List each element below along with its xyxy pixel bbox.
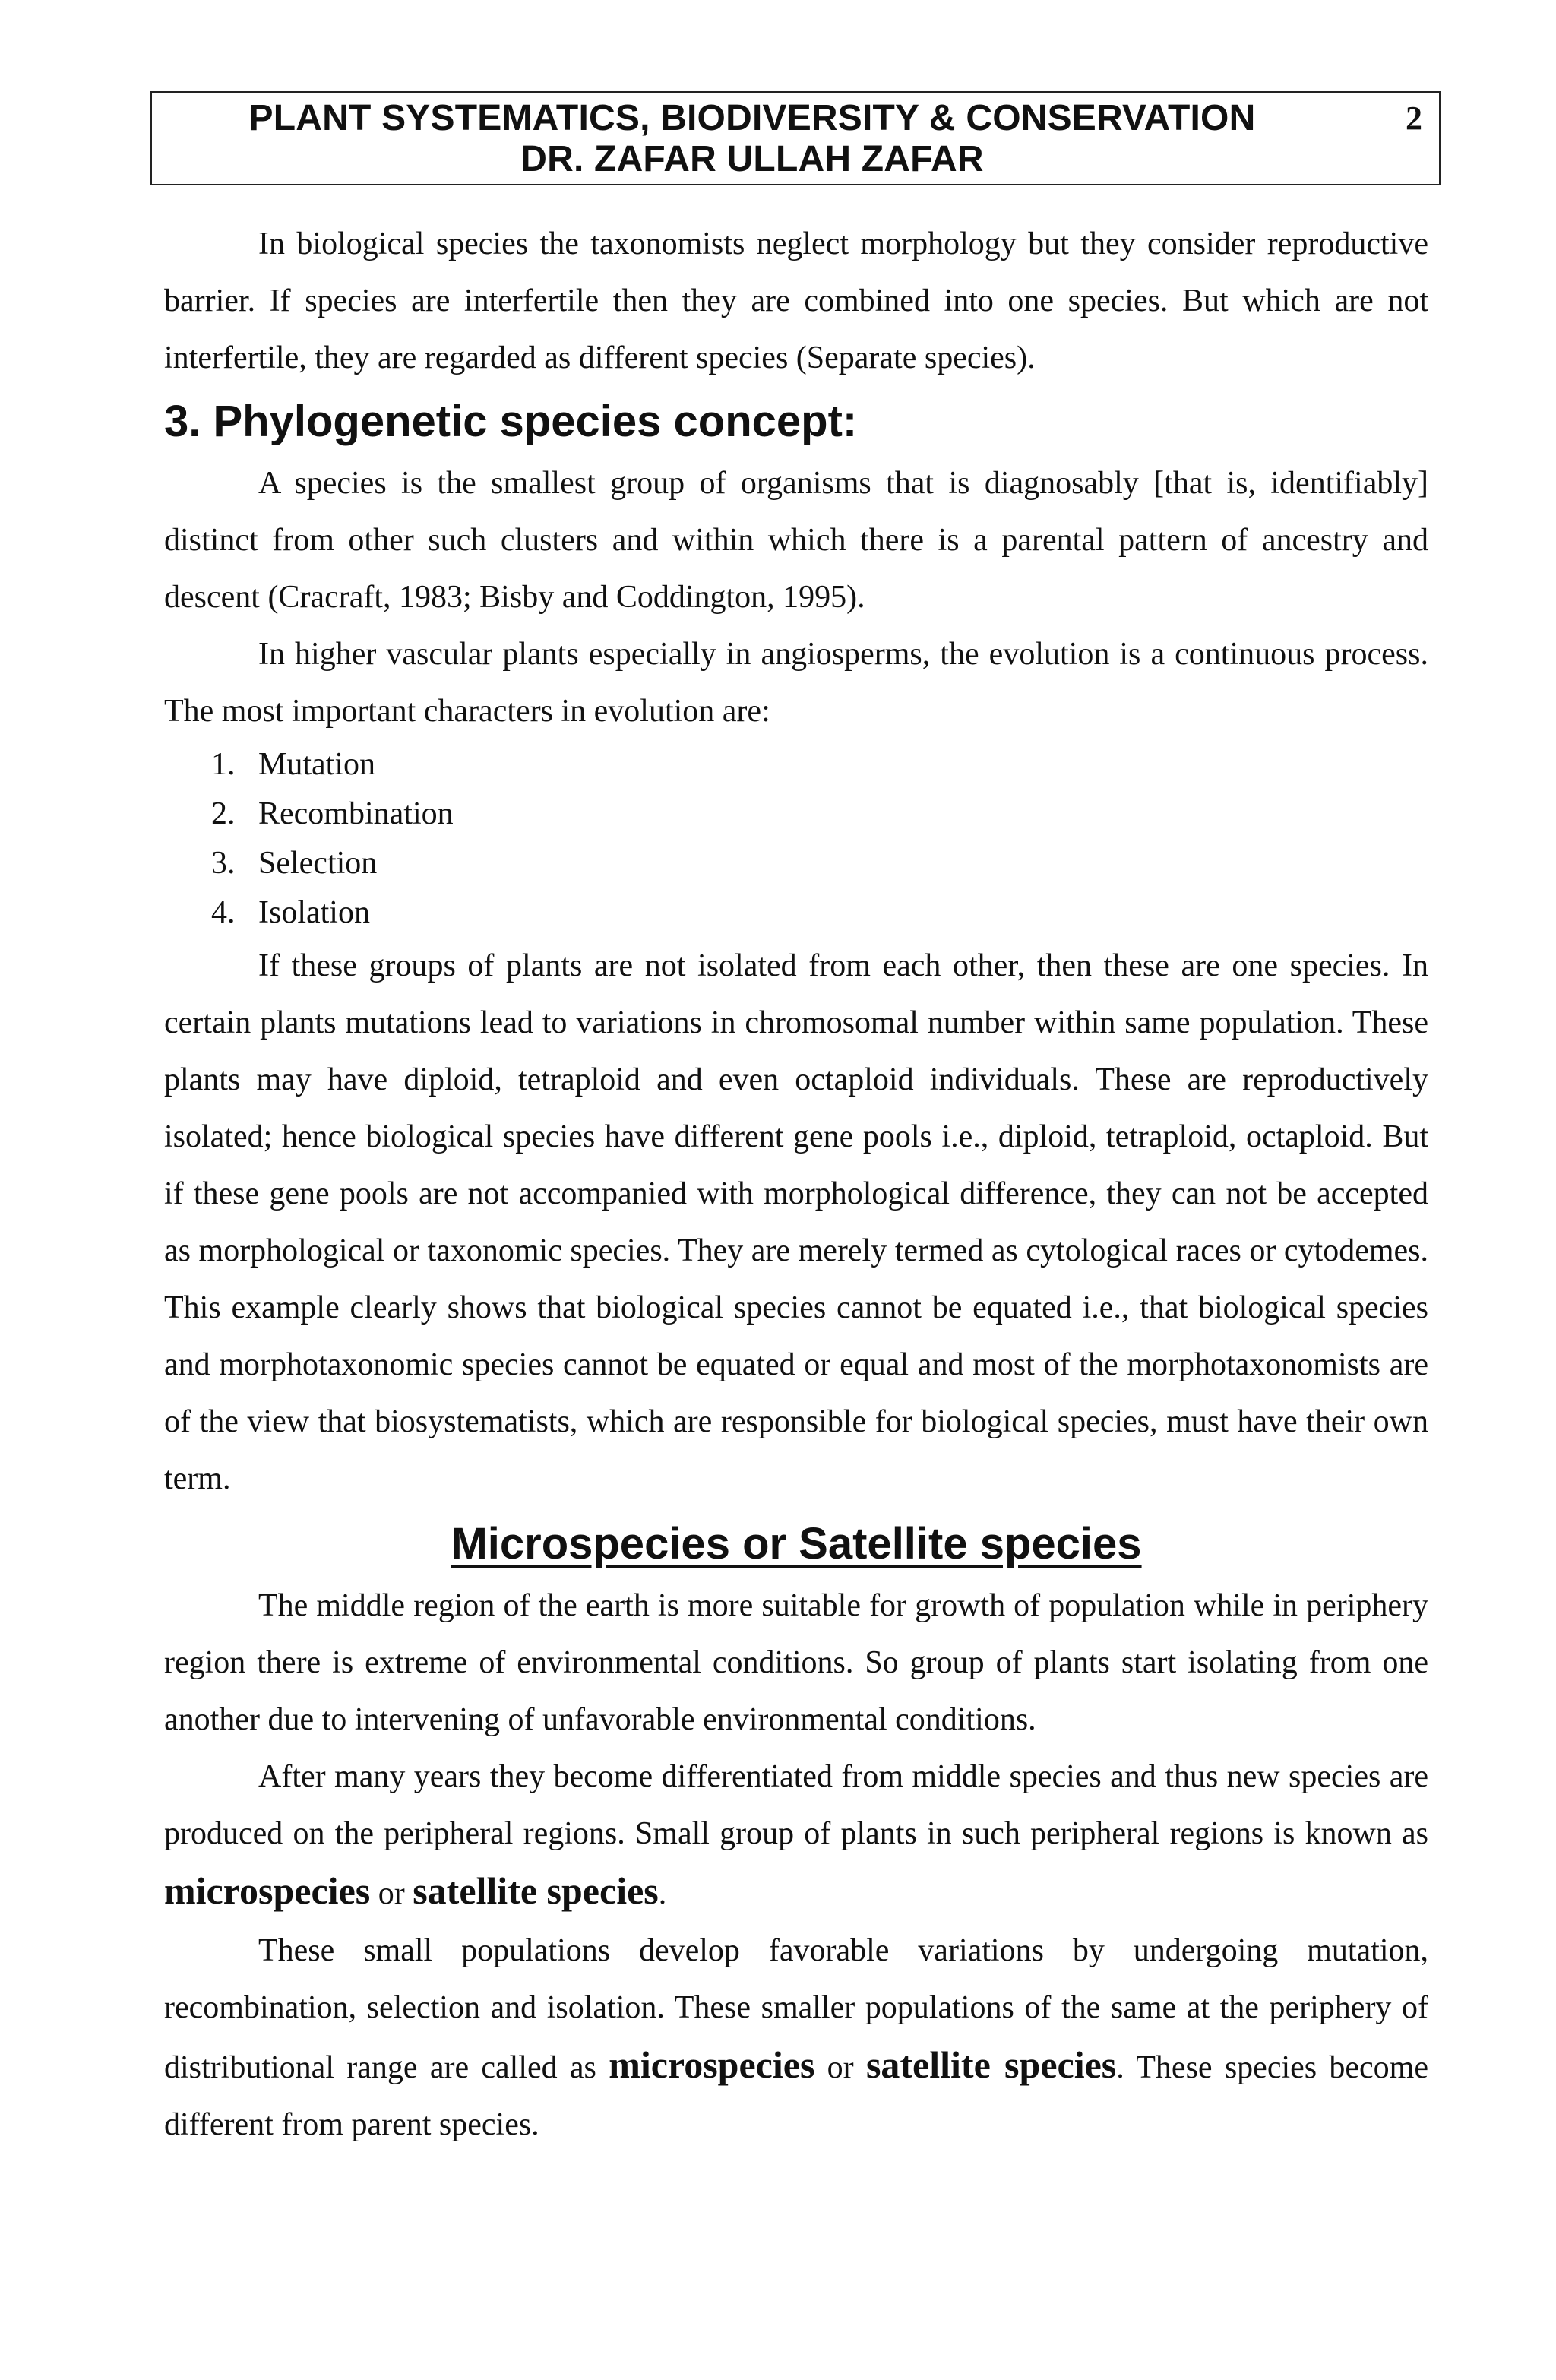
- microspecies-paragraph-1: The middle region of the earth is more suitable for growth of population while in periphery region there is extreme of environmental conditions. So group of plants start isolating from one another due to intervening of unfavorable environmental conditions.: [164, 1588, 1428, 1737]
- microspecies-paragraph-3: [164, 1923, 1428, 2154]
- list-item: [211, 888, 1428, 938]
- section-heading-phylogenetic: 3. Phylogenetic species concept:: [164, 397, 858, 446]
- term-microspecies: microspecies: [609, 2043, 815, 2086]
- section-heading-microspecies: Microspecies or Satellite species: [451, 1519, 1142, 1568]
- document-body: [164, 216, 1428, 2154]
- list-item: [211, 740, 1428, 790]
- list-item-text: Recombination: [258, 796, 454, 831]
- page-number: 2: [1406, 100, 1422, 137]
- list-item: [211, 839, 1428, 888]
- header-author: DR. ZAFAR ULLAH ZAFAR: [520, 139, 984, 179]
- term-satellite-species: satellite species: [413, 1869, 659, 1912]
- microspecies-paragraph-2: [164, 1749, 1428, 1923]
- conjunction: or: [814, 2050, 866, 2085]
- isolation-paragraph: If these groups of plants are not isolated from each other, then these are one species. In certain plants mutations lead to variations in chromosomal number within same population. These plants may have diploid, tetraploid and even octaploid individuals. These are reproductively isolated; hence biological species have different gene pools i.e., diploid, tetraploid, octaploid. But if these gene pools are not accompanied with morphological difference, they can not be accepted as morphological or taxonomic species. They are merely termed as cytological races or cytodemes. This example clearly shows that biological species cannot be equated i.e., that biological species and morphotaxonomic species cannot be equated or equal and most of the morphotaxonomists are of the view that biosystematists, which are responsible for biological species, must have their own term.: [164, 948, 1428, 1496]
- evolution-characters-list: [164, 740, 1428, 938]
- period: .: [658, 1876, 667, 1911]
- conjunction: or: [370, 1876, 413, 1911]
- list-item: [211, 790, 1428, 839]
- list-item-text: Selection: [258, 846, 378, 881]
- list-item-number: 3.: [211, 846, 236, 881]
- list-item-text: Isolation: [258, 895, 370, 930]
- list-item-number: 1.: [211, 747, 236, 782]
- header-title: PLANT SYSTEMATICS, BIODIVERSITY & CONSERVATION: [248, 98, 1256, 138]
- intro-paragraph: In biological species the taxonomists neglect morphology but they consider reproductive barrier. If species are interfertile then they are combined into one species. But which are not interfertile, they are regarded as different species (Separate species).: [164, 226, 1428, 375]
- period: .: [1116, 2050, 1124, 2085]
- evolution-paragraph: In higher vascular plants especially in angiosperms, the evolution is a continuous process. The most important characters in evolution are:: [164, 637, 1428, 729]
- paragraph-text: These small populations develop favorable variations by undergoing mutation, recombination, selection and isolation. These smaller populations of the same at the periphery of distributional range are called as: [164, 1933, 1428, 2085]
- term-satellite-species: satellite species: [865, 2043, 1117, 2086]
- list-item-number: 4.: [211, 895, 236, 930]
- page-header: [150, 91, 1441, 185]
- list-item-text: Mutation: [258, 747, 375, 782]
- paragraph-text: After many years they become differentiated from middle species and thus new species are produced on the peripheral regions. Small group of plants in such peripheral regions is known as: [164, 1759, 1428, 1851]
- paragraph-text: These species become different from parent species.: [164, 2050, 1428, 2142]
- definition-paragraph: A species is the smallest group of organisms that is diagnosably [that is, identifiably] distinct from other such clusters and within which there is a parental pattern of ancestry and descent (Cracraft, 1983; Bisby and Coddington, 1995).: [164, 466, 1428, 615]
- list-item-number: 2.: [211, 796, 236, 831]
- term-microspecies: microspecies: [164, 1869, 371, 1912]
